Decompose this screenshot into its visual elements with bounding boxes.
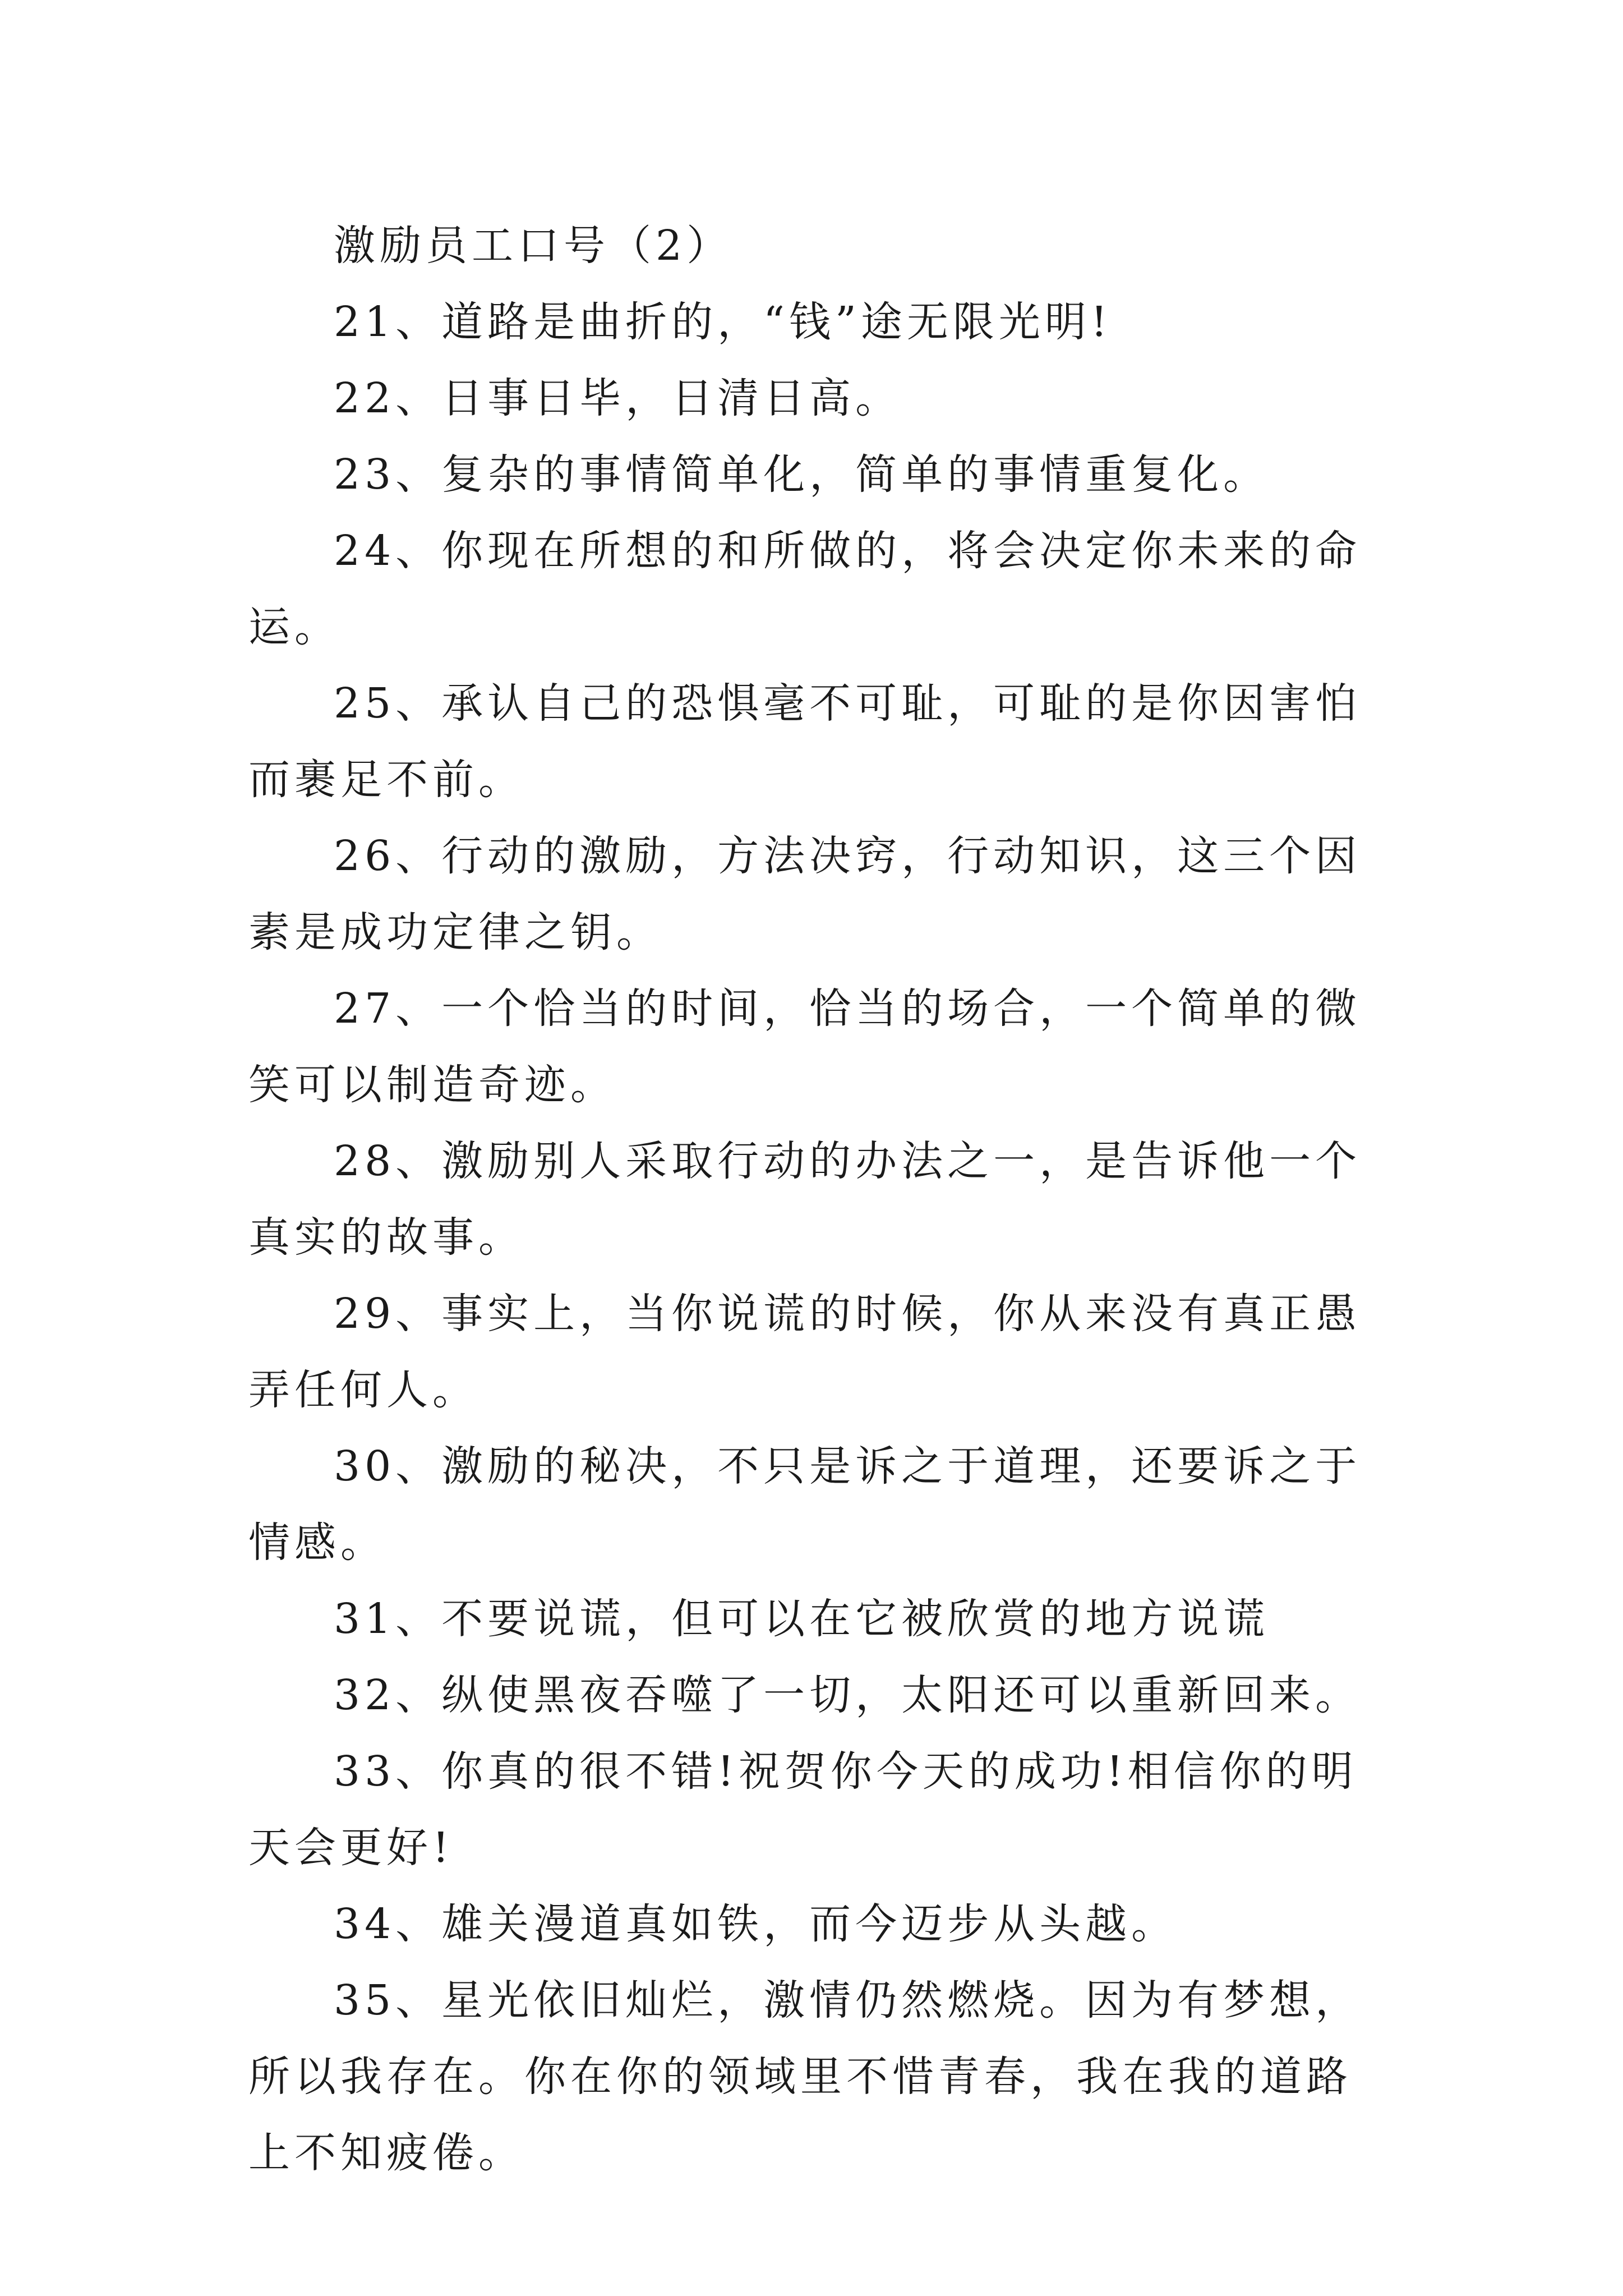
slogan-item-23: 23、复杂的事情简单化，简单的事情重复化。 [334,450,1270,499]
slogan-item-31: 31、不要说谎，但可以在它被欣赏的地方说谎 [334,1595,1270,1643]
slogan-item-30: 30、激励的秘决，不只是诉之于道理，还要诉之于情感。 [248,1442,1362,1567]
slogan-item-35: 35、星光依旧灿烂，激情仍然燃烧。因为有梦想，所以我存在。你在你的领域里不惜青春，我在我的道路上不知疲倦。 [248,1976,1362,2177]
slogan-item-26: 26、行动的激励，方法决窍，行动知识，这三个因素是成功定律之钥。 [248,832,1362,956]
slogan-item-32: 32、纵使黑夜吞噬了一切，太阳还可以重新回来。 [334,1671,1362,1719]
slogan-item-34: 34、雄关漫道真如铁，而今迈步从头越。 [334,1900,1178,1948]
slogan-item-28: 28、激励别人采取行动的办法之一，是告诉他一个真实的故事。 [248,1137,1362,1262]
document-body [248,208,1376,2191]
slogan-item-24: 24、你现在所想的和所做的，将会决定你未来的命运。 [248,527,1362,651]
slogan-item-33: 33、你真的很不错!祝贺你今天的成功!相信你的明天会更好! [248,1747,1358,1872]
document-title: 激励员工口号（2） [334,222,733,270]
slogan-item-25: 25、承认自己的恐惧毫不可耻，可耻的是你因害怕而裹足不前。 [248,679,1362,804]
slogan-item-29: 29、事实上，当你说谎的时候，你从来没有真正愚弄任何人。 [248,1290,1362,1414]
slogan-item-22: 22、日事日毕，日清日高。 [334,374,902,422]
slogan-item-21: 21、道路是曲折的，“钱”途无限光明! [334,298,1112,346]
slogan-item-27: 27、一个恰当的时间，恰当的场合，一个简单的微笑可以制造奇迹。 [248,984,1362,1109]
